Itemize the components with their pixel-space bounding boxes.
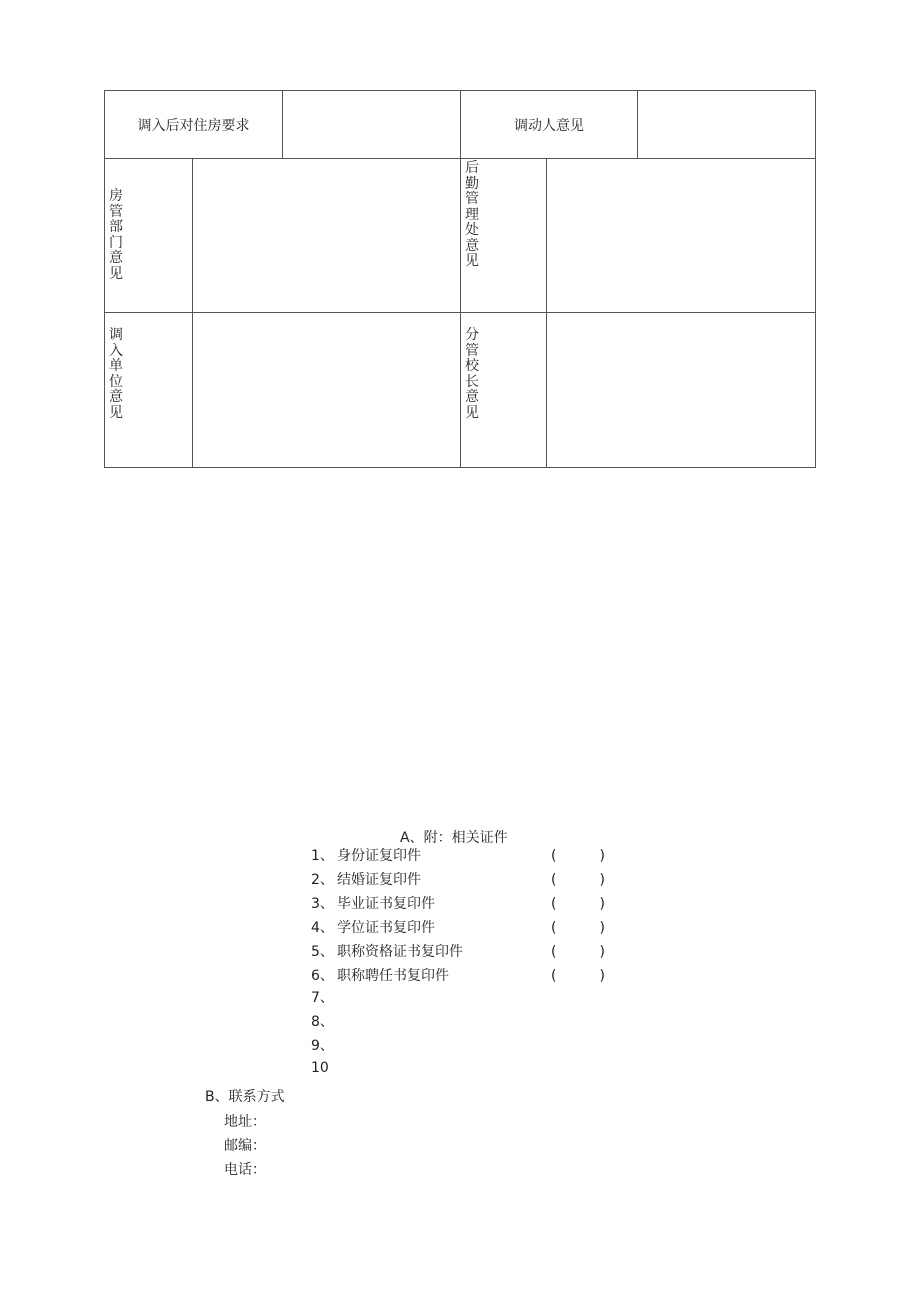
item-number: 5、: [311, 944, 334, 960]
transferee-opinion-label-text: 调动人意见: [514, 117, 584, 134]
item-number: 1、: [311, 848, 334, 864]
item-number: 6、: [311, 968, 334, 984]
postcode-label: 邮编：: [224, 1138, 266, 1154]
logistics-opinion-field[interactable]: [546, 158, 816, 313]
list-item: [311, 1058, 337, 1078]
checkbox-parens[interactable]: [551, 894, 607, 914]
housing-requirement-label: [104, 90, 283, 159]
housing-dept-opinion-label: [104, 158, 193, 313]
list-item: [311, 942, 463, 962]
item-number: 3、: [311, 896, 334, 912]
list-item: [311, 894, 435, 914]
housing-requirement-field[interactable]: [282, 90, 461, 159]
contact-title: B、联系方式: [205, 1089, 285, 1105]
vice-president-opinion-text: 分管校长意见: [465, 327, 479, 421]
item-text: 毕业证书复印件: [337, 896, 435, 912]
logistics-opinion-label: [460, 158, 547, 313]
list-item: [311, 918, 435, 938]
item-number: 7、: [311, 990, 334, 1006]
checkbox-parens[interactable]: [551, 966, 607, 986]
item-text: 职称资格证书复印件: [337, 944, 463, 960]
paren-open: (: [551, 944, 557, 960]
checkbox-parens[interactable]: [551, 846, 607, 866]
paren-open: (: [551, 872, 557, 888]
item-text: 身份证复印件: [337, 848, 421, 864]
paren-open: (: [551, 848, 557, 864]
receiving-unit-opinion-label: [104, 312, 193, 468]
item-number: 10: [311, 1060, 329, 1076]
list-item: [311, 966, 449, 986]
checkbox-parens[interactable]: [551, 942, 607, 962]
paren-close: ): [599, 848, 605, 864]
paren-close: ): [599, 872, 605, 888]
paren-open: (: [551, 968, 557, 984]
vice-president-opinion-label: [460, 312, 547, 468]
paren-open: (: [551, 920, 557, 936]
item-number: 4、: [311, 920, 334, 936]
vice-president-opinion-field[interactable]: [546, 312, 816, 468]
checkbox-parens[interactable]: [551, 870, 607, 890]
phone-label: 电话：: [224, 1162, 266, 1178]
logistics-opinion-text: 后勤管理处意见: [465, 160, 479, 269]
attachments-title: A、附：相关证件: [400, 830, 508, 846]
item-number: 2、: [311, 872, 334, 888]
paren-open: (: [551, 896, 557, 912]
checkbox-parens[interactable]: [551, 918, 607, 938]
list-item: [311, 846, 421, 866]
paren-close: ): [599, 896, 605, 912]
paren-close: ): [599, 968, 605, 984]
paren-close: ): [599, 944, 605, 960]
receiving-unit-opinion-field[interactable]: [192, 312, 461, 468]
receiving-unit-opinion-text: 调入单位意见: [109, 327, 123, 421]
housing-dept-opinion-field[interactable]: [192, 158, 461, 313]
item-text: 学位证书复印件: [337, 920, 435, 936]
list-item: [311, 1036, 337, 1056]
list-item: [311, 870, 421, 890]
list-item: [311, 1012, 337, 1032]
item-text: 职称聘任书复印件: [337, 968, 449, 984]
list-item: [311, 988, 337, 1008]
item-number: 8、: [311, 1014, 334, 1030]
item-number: 9、: [311, 1038, 334, 1054]
housing-requirement-label-text: 调入后对住房要求: [137, 117, 250, 134]
transferee-opinion-field[interactable]: [637, 90, 816, 159]
housing-dept-opinion-text: 房管部门意见: [109, 188, 123, 282]
transferee-opinion-label: [460, 90, 638, 159]
address-label: 地址：: [224, 1114, 266, 1130]
item-text: 结婚证复印件: [337, 872, 421, 888]
paren-close: ): [599, 920, 605, 936]
